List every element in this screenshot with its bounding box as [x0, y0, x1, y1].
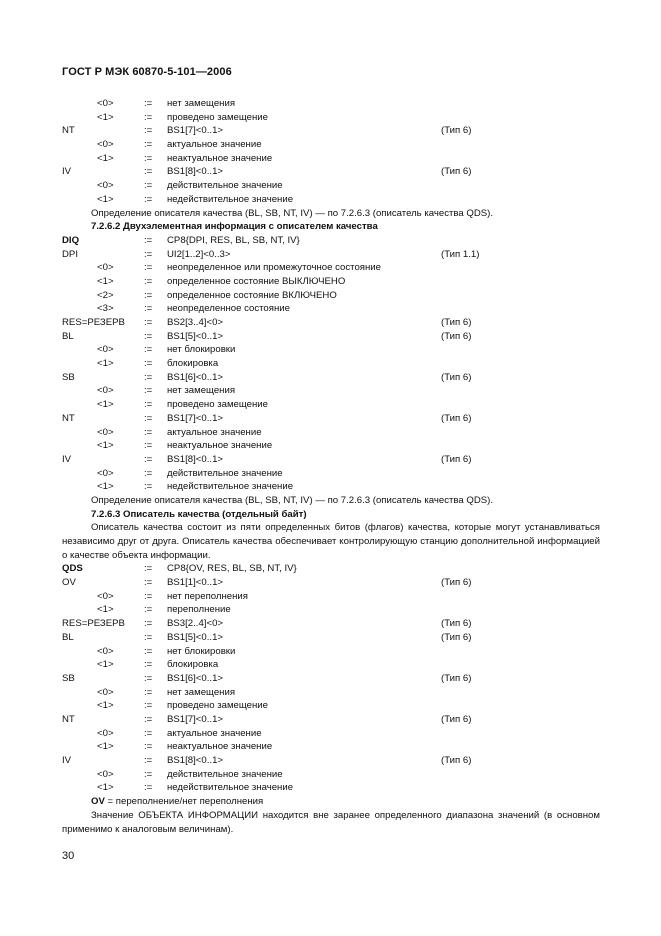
definition-row [0, 111, 661, 125]
row-type: (Тип 6) [441, 317, 472, 328]
definition-row [0, 97, 661, 111]
row-value: действительное значение [167, 768, 283, 780]
row-type: (Тип 6) [441, 371, 472, 383]
row-code: <1> [97, 741, 114, 753]
row-value: BS1[5]<0..1> [167, 330, 224, 342]
row-value: недействительное значение [167, 782, 294, 794]
definition-list-qds [0, 562, 661, 795]
row-label: NT [62, 713, 75, 725]
row-assign: := [144, 563, 153, 575]
definition-row [0, 617, 661, 631]
row-code: <1> [97, 440, 114, 452]
row-assign: := [144, 713, 153, 725]
definition-row [0, 645, 661, 659]
row-label: DPI [62, 248, 78, 260]
row-value: неактуальное значение [167, 741, 273, 753]
row-value: нет замещения [167, 385, 236, 397]
ov-term: OV [91, 796, 105, 808]
quality-note-2: Определение описателя качества (BL, SB, NT, IV) — по 7.2.6.3 (описатель качества QDS). [91, 494, 494, 506]
row-code: <1> [97, 399, 114, 411]
definition-row [0, 768, 661, 782]
row-value: проведено замещение [167, 700, 268, 712]
row-assign: := [144, 618, 153, 630]
row-code: <1> [97, 193, 114, 205]
definition-list-diq [0, 234, 661, 494]
definition-row [0, 480, 661, 494]
row-label: NT [62, 125, 75, 137]
row-assign: := [144, 741, 153, 753]
row-value: актуальное значение [167, 139, 262, 151]
definition-row [0, 289, 661, 303]
definition-row [0, 384, 661, 398]
row-value: актуальное значение [167, 727, 262, 739]
definition-row [0, 453, 661, 467]
definition-row [0, 781, 661, 795]
row-label: IV [62, 755, 72, 767]
row-assign: := [144, 262, 153, 274]
row-label: QDS [62, 563, 83, 575]
row-code: <0> [97, 98, 114, 109]
page-number: 30 [62, 850, 75, 862]
row-assign: := [144, 659, 153, 671]
row-value: BS1[7]<0..1> [167, 125, 224, 137]
definition-row [0, 467, 661, 481]
row-code: <0> [97, 426, 114, 438]
row-value: нет переполнения [167, 590, 248, 602]
row-value: неопределенное или промежуточное состояние [167, 262, 381, 274]
definition-row [0, 672, 661, 686]
row-code: <1> [97, 275, 114, 287]
row-code: <1> [97, 111, 114, 123]
row-value: действительное значение [167, 467, 283, 479]
definition-row [0, 603, 661, 617]
definition-row [0, 179, 661, 193]
definition-row [0, 439, 661, 453]
row-code: <0> [97, 727, 114, 739]
row-code: <0> [97, 262, 114, 274]
row-value: CP8{DPI, RES, BL, SB, NT, IV} [167, 234, 300, 246]
definition-row [0, 152, 661, 166]
row-label: SB [62, 672, 75, 684]
row-value: блокировка [167, 358, 219, 370]
row-assign: := [144, 166, 153, 178]
section-heading-7-2-6-3 [0, 508, 661, 522]
row-code: <1> [97, 604, 114, 616]
row-value: BS1[7]<0..1> [167, 713, 224, 725]
definition-row [0, 576, 661, 590]
definition-row [0, 740, 661, 754]
paragraph-info-object-value: Значение ОБЪЕКТА ИНФОРМАЦИИ находится вне заранее определенного диапазона значений (в основном применимо к аналоговым величинам). [62, 809, 600, 835]
row-label: RES=РЕЗЕРВ [62, 618, 125, 630]
section-heading-7-2-6-2 [0, 220, 661, 234]
row-code: <0> [97, 180, 114, 192]
definition-row [0, 631, 661, 645]
row-assign: := [144, 481, 153, 493]
definition-row [0, 699, 661, 713]
row-assign: := [144, 672, 153, 684]
definition-row [0, 713, 661, 727]
ov-text: = переполнение/нет переполнения [104, 796, 264, 808]
row-value: блокировка [167, 659, 219, 671]
row-code: <0> [97, 139, 114, 151]
row-code: <0> [97, 590, 114, 602]
row-value: BS1[8]<0..1> [167, 166, 224, 178]
row-value: BS3[2..4]<0> [167, 618, 224, 630]
row-assign: := [144, 330, 153, 342]
document-body [0, 97, 661, 836]
row-code: <0> [97, 645, 114, 657]
row-assign: := [144, 755, 153, 767]
row-assign: := [144, 275, 153, 287]
row-assign: := [144, 385, 153, 397]
row-value: определенное состояние ВКЛЮЧЕНО [167, 289, 337, 301]
row-label: BL [62, 631, 74, 643]
row-value: проведено замещение [167, 111, 268, 123]
row-value: BS1[5]<0..1> [167, 631, 224, 643]
page-header: ГОСТ Р МЭК 60870-5-101—2006 [62, 66, 232, 78]
definition-row [0, 590, 661, 604]
row-assign: := [144, 412, 153, 424]
row-label: RES=РЕЗЕРВ [62, 317, 125, 328]
row-assign: := [144, 467, 153, 479]
row-value: актуальное значение [167, 426, 262, 438]
row-value: BS1[7]<0..1> [167, 412, 224, 424]
row-assign: := [144, 440, 153, 452]
row-type: (Тип 6) [441, 631, 472, 643]
row-assign: := [144, 645, 153, 657]
row-label: OV [62, 577, 76, 589]
row-assign: := [144, 303, 153, 315]
row-type: (Тип 6) [441, 713, 472, 725]
row-type: (Тип 6) [441, 453, 472, 465]
row-type: (Тип 6) [441, 166, 472, 178]
section-number: 7.2.6.2 [91, 221, 121, 233]
row-code: <2> [97, 289, 114, 301]
row-value: UI2[1..2]<0..3> [167, 248, 231, 260]
row-label: IV [62, 453, 72, 465]
row-label: NT [62, 412, 75, 424]
row-code: <1> [97, 358, 114, 370]
row-code: <1> [97, 152, 114, 164]
definition-row [0, 426, 661, 440]
row-assign: := [144, 317, 153, 328]
row-type: (Тип 6) [441, 618, 472, 630]
definition-row [0, 357, 661, 371]
definition-row [0, 686, 661, 700]
definition-row [0, 275, 661, 289]
row-value: неопределенное состояние [167, 303, 290, 315]
paragraph-qds-description: Описатель качества состоит из пяти определенных битов (флагов) качества, которые могут устанавливаться независимо друг от друга. Описатель качества обеспечивает контролирующую станцию дополнительной информацией о качестве объекта информации. [62, 522, 600, 561]
row-code: <1> [97, 700, 114, 712]
row-value: нет блокировки [167, 344, 236, 356]
row-type: (Тип 6) [441, 672, 472, 684]
row-type: (Тип 1.1) [441, 248, 480, 260]
row-assign: := [144, 590, 153, 602]
row-assign: := [144, 453, 153, 465]
row-value: проведено замещение [167, 399, 268, 411]
section-number: 7.2.6.3 [91, 508, 121, 520]
row-assign: := [144, 782, 153, 794]
row-assign: := [144, 289, 153, 301]
row-code: <0> [97, 385, 114, 397]
definition-row [0, 658, 661, 672]
row-assign: := [144, 180, 153, 192]
row-value: недействительное значение [167, 481, 294, 493]
definition-row [0, 261, 661, 275]
row-assign: := [144, 111, 153, 123]
row-type: (Тип 6) [441, 577, 472, 589]
quality-note-1: Определение описателя качества (BL, SB, NT, IV) — по 7.2.6.3 (описатель качества QDS). [91, 207, 494, 219]
section-title: Описатель качества (отдельный байт) [123, 508, 307, 520]
row-code: <1> [97, 659, 114, 671]
row-value: нет замещения [167, 98, 236, 109]
row-assign: := [144, 98, 153, 109]
row-assign: := [144, 604, 153, 616]
row-code: <0> [97, 686, 114, 698]
row-type: (Тип 6) [441, 125, 472, 137]
definition-row [0, 754, 661, 768]
row-assign: := [144, 768, 153, 780]
row-assign: := [144, 631, 153, 643]
row-value: переполнение [167, 604, 231, 616]
definition-row [0, 165, 661, 179]
row-type: (Тип 6) [441, 330, 472, 342]
row-value: неактуальное значение [167, 440, 273, 452]
row-value: недействительное значение [167, 193, 294, 205]
row-code: <3> [97, 303, 114, 315]
definition-row [0, 234, 661, 248]
row-label: DIQ [62, 234, 80, 246]
definition-row [0, 193, 661, 207]
row-value: определенное состояние ВЫКЛЮЧЕНО [167, 275, 346, 287]
row-label: SB [62, 371, 75, 383]
row-assign: := [144, 125, 153, 137]
row-code: <0> [97, 344, 114, 356]
row-value: нет блокировки [167, 645, 236, 657]
definition-row [0, 248, 661, 262]
definition-list-nt-iv [0, 97, 661, 207]
row-value: BS2[3..4]<0> [167, 317, 224, 328]
row-assign: := [144, 577, 153, 589]
row-value: BS1[6]<0..1> [167, 672, 224, 684]
row-value: действительное значение [167, 180, 283, 192]
row-assign: := [144, 426, 153, 438]
row-assign: := [144, 358, 153, 370]
row-label: BL [62, 330, 74, 342]
row-assign: := [144, 371, 153, 383]
row-value: BS1[8]<0..1> [167, 453, 224, 465]
row-label: IV [62, 166, 72, 178]
row-assign: := [144, 234, 153, 246]
definition-row [0, 562, 661, 576]
row-assign: := [144, 399, 153, 411]
row-assign: := [144, 686, 153, 698]
row-assign: := [144, 700, 153, 712]
definition-row [0, 371, 661, 385]
row-type: (Тип 6) [441, 755, 472, 767]
definition-row [0, 343, 661, 357]
row-value: неактуальное значение [167, 152, 273, 164]
definition-row [0, 398, 661, 412]
row-assign: := [144, 152, 153, 164]
definition-row [0, 124, 661, 138]
row-code: <0> [97, 467, 114, 479]
row-assign: := [144, 193, 153, 205]
row-code: <1> [97, 481, 114, 493]
row-type: (Тип 6) [441, 412, 472, 424]
definition-row [0, 330, 661, 344]
row-value: BS1[6]<0..1> [167, 371, 224, 383]
definition-row [0, 302, 661, 316]
row-assign: := [144, 248, 153, 260]
row-assign: := [144, 344, 153, 356]
row-value: нет замещения [167, 686, 236, 698]
ov-definition [0, 795, 661, 809]
section-title: Двухэлементная информация с описателем качества [123, 221, 378, 233]
definition-row [0, 727, 661, 741]
definition-row [0, 412, 661, 426]
definition-row [0, 138, 661, 152]
row-value: CP8{OV, RES, BL, SB, NT, IV} [167, 563, 297, 575]
row-value: BS1[8]<0..1> [167, 755, 224, 767]
row-assign: := [144, 139, 153, 151]
row-assign: := [144, 727, 153, 739]
row-value: BS1[1]<0..1> [167, 577, 224, 589]
row-code: <0> [97, 768, 114, 780]
row-code: <1> [97, 782, 114, 794]
definition-row [0, 316, 661, 330]
